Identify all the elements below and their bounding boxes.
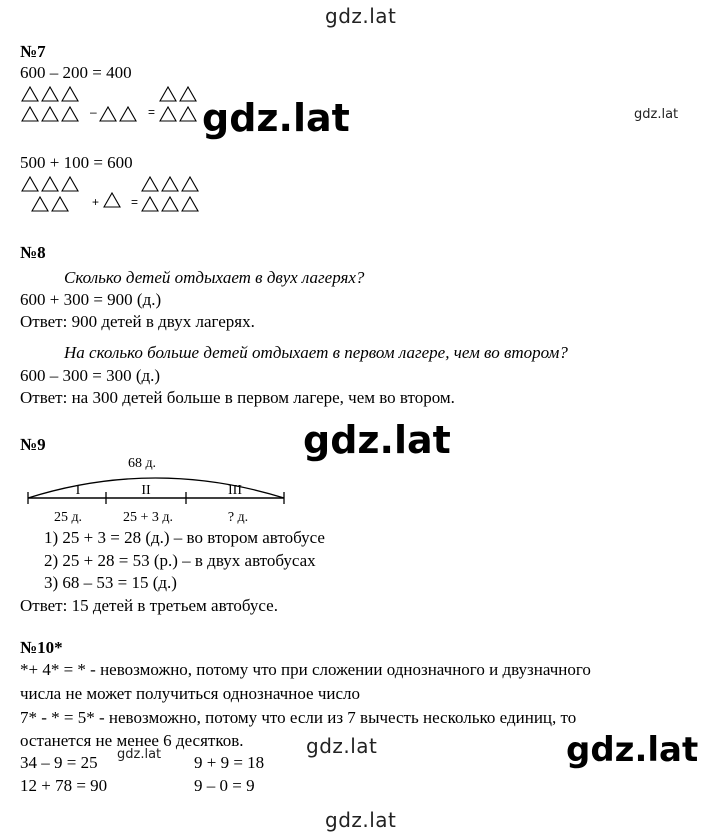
triangle-group-100 <box>104 193 120 207</box>
plus-sign: + <box>92 195 100 209</box>
task9-title: №9 <box>20 435 46 454</box>
part-label-1: I <box>75 483 81 498</box>
task8-question-1: Сколько детей отдыхает в двух лагерях? <box>64 268 365 287</box>
triangle-group-400 <box>160 87 196 121</box>
watermark-large-3: gdz.lat <box>566 730 699 770</box>
total-brace <box>28 478 284 498</box>
watermark-large-1: gdz.lat <box>202 96 350 140</box>
task10-title: №10* <box>20 638 63 657</box>
task7-equation-1: 600 – 200 = 400 <box>20 63 132 82</box>
task10-example-2: 9 + 9 = 18 <box>194 753 265 772</box>
total-label: 68 д. <box>127 456 157 471</box>
task7-equation-2: 500 + 100 = 600 <box>20 153 133 172</box>
task10-line-4: останется не менее 6 десятков. <box>20 731 244 750</box>
task9-step-2: 2) 25 + 28 = 53 (р.) – в двух автобусах <box>44 551 316 570</box>
task7-triangle-diagram-2 <box>20 175 240 220</box>
triangle-group-200 <box>100 107 136 121</box>
task10-line-3: 7* - * = 5* - невозможно, потому что если из 7 вычесть несколько единиц, то <box>20 708 577 727</box>
task9-step-1: 1) 25 + 3 = 28 (д.) – во втором автобусе <box>44 528 325 547</box>
task8-title: №8 <box>20 243 46 262</box>
part-value-2: 25 + 3 д. <box>122 510 174 525</box>
task8-answer-2: Ответ: на 300 детей больше в первом лагере, чем во втором. <box>20 388 455 407</box>
watermark-large-2: gdz.lat <box>303 418 451 462</box>
watermark-small-bottom: gdz.lat <box>117 747 162 762</box>
part-label-3: III <box>228 483 242 498</box>
task8-answer-1: Ответ: 900 детей в двух лагерях. <box>20 312 255 331</box>
task9-answer: Ответ: 15 детей в третьем автобусе. <box>20 596 278 615</box>
task9-step-3: 3) 68 – 53 = 15 (д.) <box>44 573 177 592</box>
triangle-group-600 <box>142 177 198 211</box>
part-value-1: 25 д. <box>53 510 83 525</box>
task10-example-3: 12 + 78 = 90 <box>20 776 108 795</box>
task7-title: №7 <box>20 42 46 61</box>
part-label-2: II <box>141 483 151 498</box>
task10-example-1: 34 – 9 = 25 <box>20 753 98 772</box>
task10-line-1: *+ 4* = * - невозможно, потому что при сложении однозначного и двузначного <box>20 660 591 679</box>
equals-sign: = <box>148 105 156 119</box>
task10-example-4: 9 – 0 = 9 <box>194 776 255 795</box>
task8-solution-2: 600 – 300 = 300 (д.) <box>20 366 161 385</box>
task8-solution-1: 600 + 300 = 900 (д.) <box>20 290 162 309</box>
watermark-top: gdz.lat <box>325 4 397 28</box>
minus-sign: – <box>90 105 97 119</box>
task7-triangle-diagram-1 <box>20 85 240 130</box>
triangle-group-500 <box>22 177 78 211</box>
watermark-small-right: gdz.lat <box>634 107 679 122</box>
task10-line-2: числа не может получиться однозначное число <box>20 684 361 703</box>
equals-sign: = <box>131 195 139 209</box>
task9-segment-diagram <box>20 452 300 532</box>
triangle-group-600 <box>22 87 78 121</box>
watermark-footer: gdz.lat <box>325 808 397 832</box>
watermark-mid-bottom: gdz.lat <box>306 734 378 758</box>
task8-question-2: На сколько больше детей отдыхает в первом лагере, чем во втором? <box>64 343 568 362</box>
part-value-3: ? д. <box>227 510 249 525</box>
